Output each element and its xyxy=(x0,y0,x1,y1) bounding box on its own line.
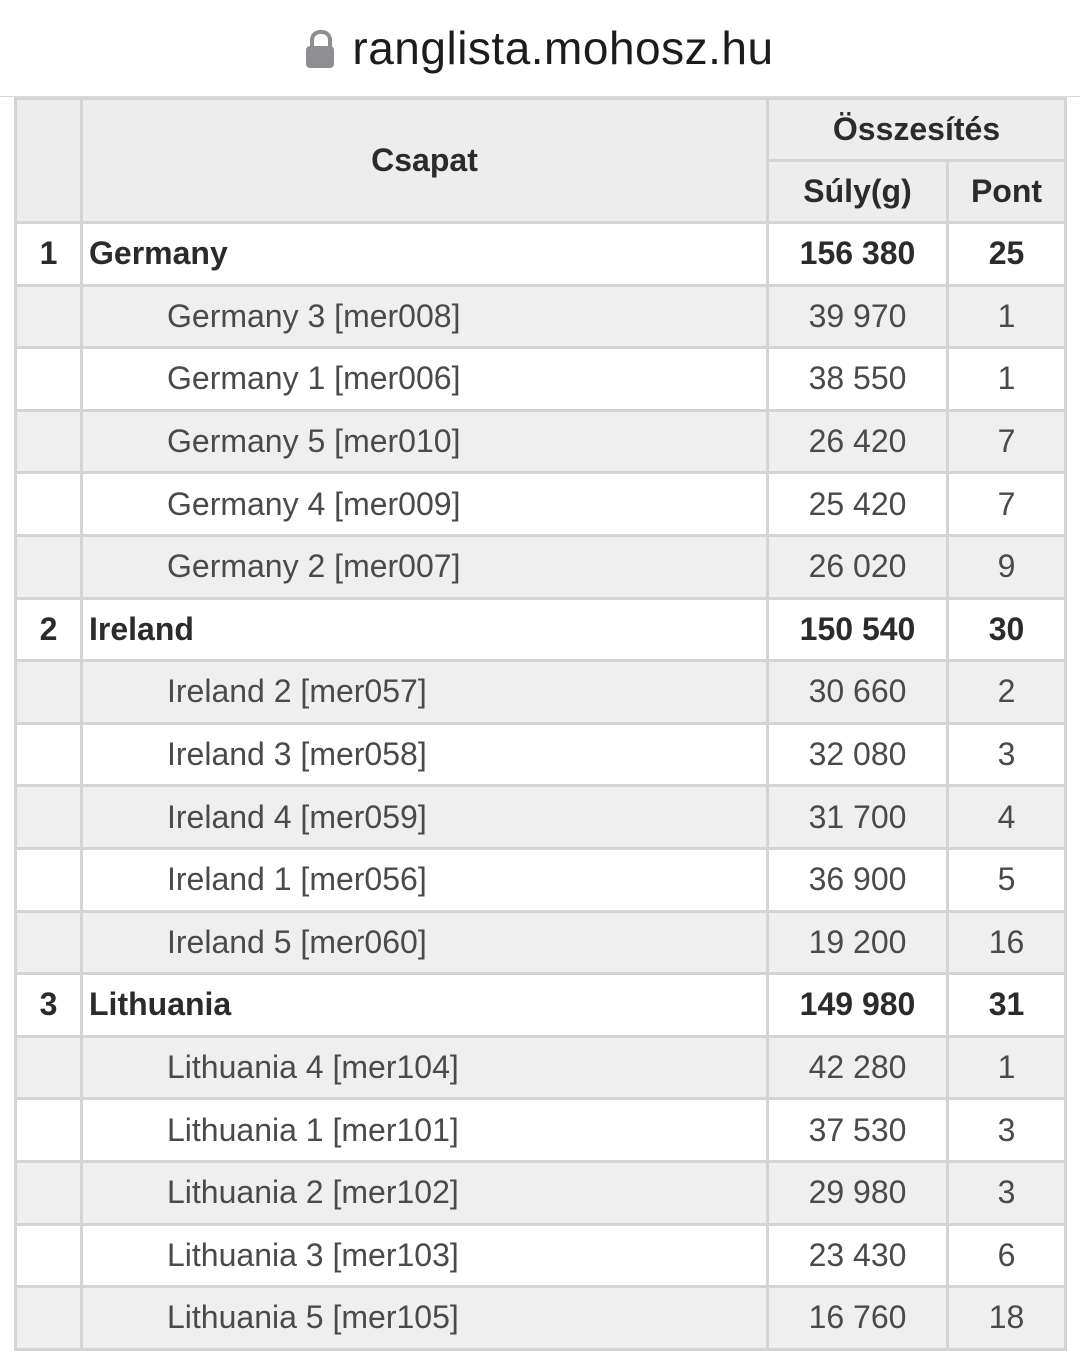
summary-group-header: Összesítés xyxy=(768,99,1066,161)
member-rank-empty xyxy=(16,1036,82,1099)
lock-icon xyxy=(306,30,334,70)
team-rank: 2 xyxy=(16,598,82,661)
member-points: 1 xyxy=(948,285,1066,348)
team-weight: 156 380 xyxy=(768,223,948,286)
member-name: Ireland 4 [mer059] xyxy=(82,786,768,849)
member-rank-empty xyxy=(16,285,82,348)
member-name: Germany 4 [mer009] xyxy=(82,473,768,536)
member-points: 16 xyxy=(948,911,1066,974)
member-row xyxy=(16,1287,1066,1350)
member-weight: 39 970 xyxy=(768,285,948,348)
team-weight: 149 980 xyxy=(768,974,948,1037)
member-name: Lithuania 5 [mer105] xyxy=(82,1287,768,1350)
points-column-header: Pont xyxy=(948,161,1066,223)
team-name: Ireland xyxy=(82,598,768,661)
member-weight: 26 420 xyxy=(768,410,948,473)
team-column-header: Csapat xyxy=(82,99,768,223)
member-weight: 23 430 xyxy=(768,1224,948,1287)
member-rank-empty xyxy=(16,786,82,849)
member-row xyxy=(16,661,1066,724)
member-rank-empty xyxy=(16,911,82,974)
member-rank-empty xyxy=(16,1161,82,1224)
member-row xyxy=(16,1161,1066,1224)
member-row xyxy=(16,1099,1066,1162)
table-body xyxy=(16,223,1066,1350)
member-name: Germany 1 [mer006] xyxy=(82,348,768,411)
member-name: Ireland 3 [mer058] xyxy=(82,723,768,786)
member-name: Germany 3 [mer008] xyxy=(82,285,768,348)
member-points: 2 xyxy=(948,661,1066,724)
member-row xyxy=(16,410,1066,473)
member-row xyxy=(16,848,1066,911)
member-name: Ireland 5 [mer060] xyxy=(82,911,768,974)
member-points: 7 xyxy=(948,410,1066,473)
member-rank-empty xyxy=(16,473,82,536)
member-points: 3 xyxy=(948,1099,1066,1162)
url-text[interactable]: ranglista.mohosz.hu xyxy=(352,22,774,74)
member-points: 1 xyxy=(948,348,1066,411)
member-weight: 37 530 xyxy=(768,1099,948,1162)
team-row xyxy=(16,598,1066,661)
table-header xyxy=(16,99,1066,223)
member-row xyxy=(16,1224,1066,1287)
member-rank-empty xyxy=(16,723,82,786)
member-rank-empty xyxy=(16,848,82,911)
member-rank-empty xyxy=(16,1287,82,1350)
member-rank-empty xyxy=(16,661,82,724)
member-rank-empty xyxy=(16,535,82,598)
ranking-table-container xyxy=(14,97,1066,1351)
member-points: 9 xyxy=(948,535,1066,598)
member-weight: 38 550 xyxy=(768,348,948,411)
member-points: 7 xyxy=(948,473,1066,536)
member-weight: 29 980 xyxy=(768,1161,948,1224)
rank-column-header xyxy=(16,99,82,223)
member-points: 18 xyxy=(948,1287,1066,1350)
member-weight: 31 700 xyxy=(768,786,948,849)
member-name: Lithuania 3 [mer103] xyxy=(82,1224,768,1287)
member-row xyxy=(16,1036,1066,1099)
member-points: 5 xyxy=(948,848,1066,911)
member-weight: 36 900 xyxy=(768,848,948,911)
team-weight: 150 540 xyxy=(768,598,948,661)
weight-column-header: Súly(g) xyxy=(768,161,948,223)
member-weight: 25 420 xyxy=(768,473,948,536)
member-weight: 26 020 xyxy=(768,535,948,598)
member-name: Lithuania 1 [mer101] xyxy=(82,1099,768,1162)
member-rank-empty xyxy=(16,348,82,411)
member-row xyxy=(16,535,1066,598)
member-points: 6 xyxy=(948,1224,1066,1287)
member-weight: 19 200 xyxy=(768,911,948,974)
member-name: Germany 5 [mer010] xyxy=(82,410,768,473)
team-rank: 3 xyxy=(16,974,82,1037)
member-name: Germany 2 [mer007] xyxy=(82,535,768,598)
member-points: 3 xyxy=(948,1161,1066,1224)
member-name: Ireland 1 [mer056] xyxy=(82,848,768,911)
member-name: Lithuania 4 [mer104] xyxy=(82,1036,768,1099)
member-row xyxy=(16,786,1066,849)
browser-url-bar[interactable] xyxy=(0,0,1080,97)
member-weight: 42 280 xyxy=(768,1036,948,1099)
member-points: 3 xyxy=(948,723,1066,786)
member-row xyxy=(16,348,1066,411)
member-points: 1 xyxy=(948,1036,1066,1099)
team-points: 25 xyxy=(948,223,1066,286)
team-row xyxy=(16,223,1066,286)
team-row xyxy=(16,974,1066,1037)
team-points: 30 xyxy=(948,598,1066,661)
member-name: Ireland 2 [mer057] xyxy=(82,661,768,724)
member-rank-empty xyxy=(16,1224,82,1287)
team-points: 31 xyxy=(948,974,1066,1037)
ranking-table xyxy=(14,97,1067,1351)
team-name: Lithuania xyxy=(82,974,768,1037)
member-row xyxy=(16,473,1066,536)
member-rank-empty xyxy=(16,410,82,473)
member-name: Lithuania 2 [mer102] xyxy=(82,1161,768,1224)
member-row xyxy=(16,911,1066,974)
member-rank-empty xyxy=(16,1099,82,1162)
member-weight: 16 760 xyxy=(768,1287,948,1350)
member-weight: 30 660 xyxy=(768,661,948,724)
member-points: 4 xyxy=(948,786,1066,849)
member-row xyxy=(16,285,1066,348)
team-name: Germany xyxy=(82,223,768,286)
team-rank: 1 xyxy=(16,223,82,286)
member-weight: 32 080 xyxy=(768,723,948,786)
member-row xyxy=(16,723,1066,786)
